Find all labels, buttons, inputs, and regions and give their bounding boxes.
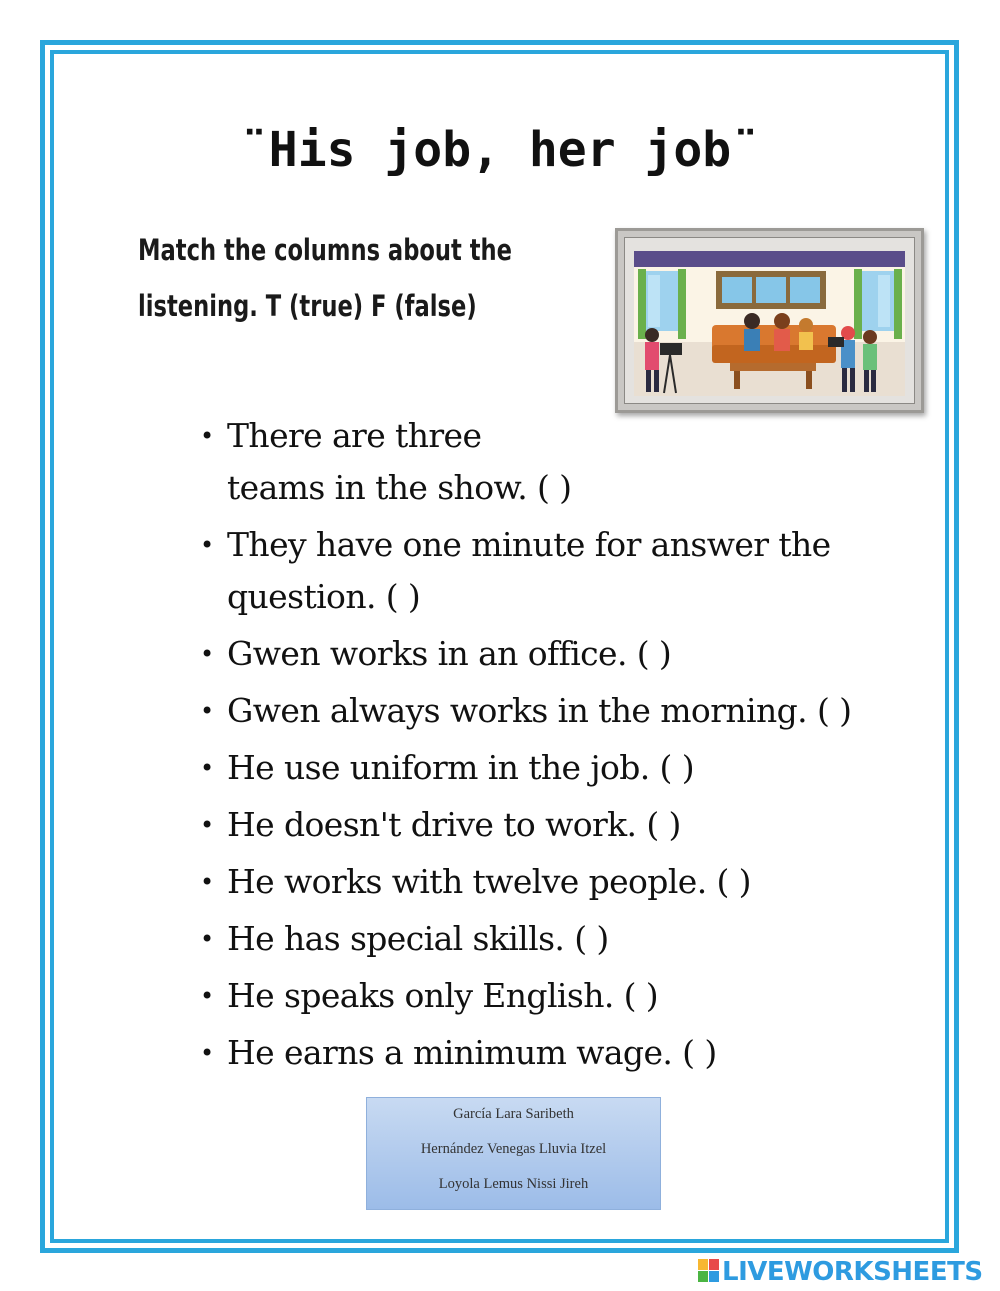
statement-text-line-2: question. ( ): [227, 577, 421, 616]
statement-item: [196, 519, 876, 623]
bullet: •: [200, 754, 214, 782]
statement-text-line-1: They have one minute for answer the: [227, 525, 831, 564]
statement-text: He doesn't drive to work. ( ): [227, 805, 681, 844]
tv-studio-illustration: [634, 251, 905, 396]
statement-item: [196, 628, 876, 680]
instructions-line-1: Match the columns about the: [138, 233, 512, 267]
statement-text-line-1: There are three: [227, 416, 482, 455]
statement-text-line-2: teams in the show. ( ): [227, 468, 572, 507]
bullet: •: [200, 811, 214, 839]
statement-item: [196, 685, 876, 737]
statement-item: [196, 410, 572, 514]
statement-text: He speaks only English. ( ): [227, 976, 659, 1015]
statement-text: Gwen works in an office. ( ): [227, 634, 672, 673]
bullet: •: [200, 1039, 214, 1067]
bullet: •: [200, 697, 214, 725]
worksheet-title: ¨His job, her job¨: [239, 122, 761, 178]
bullet: •: [200, 422, 214, 450]
author-name: García Lara Saribeth: [453, 1106, 574, 1122]
bullet: •: [200, 982, 214, 1010]
brand-name: LIVEWORKSHEETS: [722, 1257, 983, 1287]
bullet: •: [200, 531, 214, 559]
statement-item: [196, 799, 876, 851]
statement-item: [196, 970, 876, 1022]
bullet: •: [200, 640, 214, 668]
studio-illustration-frame: [615, 228, 924, 413]
author-name: Loyola Lemus Nissi Jireh: [438, 1176, 589, 1192]
authors-box: [366, 1097, 661, 1210]
instructions: [138, 222, 590, 334]
statement-text: He use uniform in the job. ( ): [227, 748, 694, 787]
author-name: Hernández Venegas Lluvia Itzel: [420, 1141, 607, 1157]
liveworksheets-brand[interactable]: [694, 1254, 994, 1288]
statement-text: He earns a minimum wage. ( ): [227, 1033, 717, 1072]
statement-item: [196, 1027, 876, 1079]
statement-item: [196, 856, 876, 908]
bullet: •: [200, 925, 214, 953]
statements-list: [196, 410, 876, 1084]
statement-item: [196, 742, 876, 794]
bullet: •: [200, 868, 214, 896]
statement-item: [196, 913, 876, 965]
instructions-line-2: listening. T (true) F (false): [138, 289, 477, 323]
statement-text: Gwen always works in the morning. ( ): [227, 691, 852, 730]
liveworksheets-logo-icon: [698, 1259, 720, 1283]
statement-text: He has special skills. ( ): [227, 919, 609, 958]
statement-text: He works with twelve people. ( ): [227, 862, 751, 901]
